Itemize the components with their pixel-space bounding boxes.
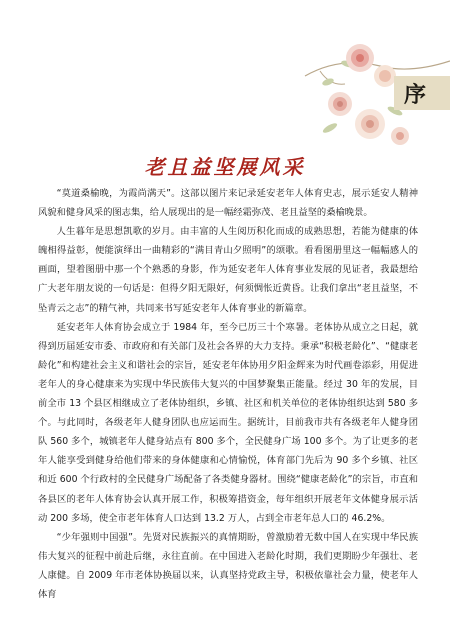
paragraph: “少年强则中国强”。先贤对民族振兴的真情期盼，曾激励着无数中国人在实现中华民族伟大复兴的征程中前赴后继，永往直前。在中国进入老龄化时期，我们更期盼少年强壮、老人康健。自 2009 年市老体协换届以来，认真坚持党政主导，积极依靠社会力量，使老年人体育 [38,531,418,600]
body-text [38,180,418,604]
paragraph: 延安老年人体育协会成立于 1984 年，至今已历三十个寒暑。老体协从成立之日起，就得到历届延安市委、市政府和有关部门及社会各界的大力支持。秉承“积极老龄化”、“健康老龄化”和构建社会主义和谐社会的宗旨，延安老年体协用夕阳金辉来为时代画卷添彩，用促进老年人的身心健康来为实现中华民族伟大复兴的中国梦聚集正能量。经过 30 年的发展，目前全市 13 个县区相继成立了老体协组织，乡镇、社区和机关单位的老体协组织达到 580 多个。与此同时，各级老年人健身团队也应运而生。据统计，目前我市共有各级老年人健身团队 560 多个，城镇老年人健身站点有 800 多个，全民健身广场 100 多个。为了让更多的老年人能享受到健身给他们带来的身体健康和心情愉悦，体育部门先后为 90 多个乡镇、社区和近 600 个行政村的全民健身广场配备了各类健身器材。围绕“健康老龄化”的宗旨，市直和各县区的老年人体育协会认真开展工作，积极筹措资金，每年组织开展老年文体健身展示活动 200 多场，使全市老年体育人口达到 13.2 万人，占到全市老年总人口的 46.2%。 [38,321,418,524]
preface-tab [394,76,450,110]
page-title: 老且益坚展风采 [144,155,306,179]
paragraph: 人生暮年是思想凯歌的岁月。由丰富的人生阅历积化而成的成熟思想，若能为健康的体魄相得益彰，便能演绎出一曲精彩的“满目青山夕照明”的颂歌。看看图册里这一幅幅感人的画面，望着图册中那一个个熟悉的身影，作为延安老年人体育事业发展的见证者，我最想给广大老年朋友说的一句话是：但得夕阳无限好，何须惆怅近黄昏。让我们拿出“老且益坚，不坠青云之志”的精气神，共同来书写延安老年人体育事业的新篇章。 [38,226,418,314]
preface-label: 序 [404,81,427,108]
paragraph: “莫道桑榆晚，为霞尚满天”。这部以图片来记录延安老年人体育史志，展示延安人精神风貌和健身风采的图志集，给人展现出的是一幅经霜弥茂、老且益坚的桑榆晚景。 [38,188,418,219]
